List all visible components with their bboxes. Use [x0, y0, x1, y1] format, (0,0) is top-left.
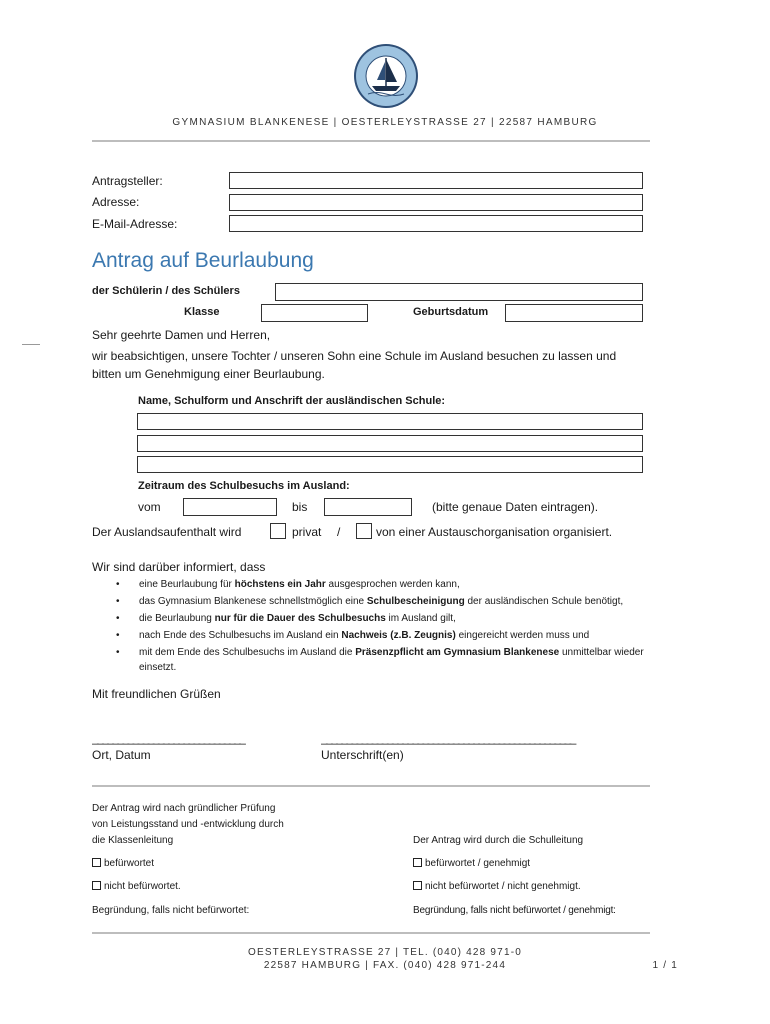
- private-checkbox[interactable]: [270, 523, 286, 539]
- header-rule: [92, 140, 650, 142]
- head-approved-label: befürwortet / genehmigt: [425, 858, 531, 869]
- head-approved-option[interactable]: [413, 858, 530, 869]
- footer-rule: [92, 932, 650, 934]
- class-recommended-label: befürwortet: [104, 858, 155, 869]
- birthdate-field[interactable]: [505, 304, 643, 322]
- head-not-approved-checkbox[interactable]: [413, 881, 422, 890]
- class-reason-label: Begründung, falls nicht befürwortet:: [92, 905, 250, 916]
- class-decision-intro-2: von Leistungsstand und -entwicklung durch: [92, 819, 284, 830]
- condition-item: • eine Beurlaubung für höchstens ein Jahr ausgesprochen werden kann,: [112, 577, 672, 592]
- footer-line-2: 22587 HAMBURG | FAX. (040) 428 971-244: [263, 960, 507, 971]
- conditions-list: [112, 577, 672, 675]
- form-title: Antrag auf Beurlaubung: [92, 249, 314, 272]
- private-label: privat: [292, 525, 322, 539]
- head-approved-checkbox[interactable]: [413, 858, 422, 867]
- head-not-approved-option[interactable]: [413, 881, 581, 892]
- page-number: 1 / 1: [652, 960, 678, 971]
- margin-mark: [22, 344, 40, 345]
- class-decision-intro-3: die Klassenleitung: [92, 835, 174, 846]
- condition-item: • die Beurlaubung nur für die Dauer des Schulbesuchs im Ausland gilt,: [112, 611, 672, 626]
- class-field[interactable]: [261, 304, 368, 322]
- exact-dates-hint: (bitte genaue Daten eintragen).: [432, 500, 599, 514]
- email-field[interactable]: [229, 215, 643, 232]
- from-date-field[interactable]: [183, 498, 277, 516]
- address-field[interactable]: [229, 194, 643, 211]
- applicant-label: Antragsteller:: [92, 174, 163, 188]
- head-not-approved-label: nicht befürwortet / nicht genehmigt.: [425, 881, 581, 892]
- class-recommended-checkbox[interactable]: [92, 858, 101, 867]
- stay-prefix: Der Auslandsaufenthalt wird: [92, 525, 242, 539]
- head-decision-intro: Der Antrag wird durch die Schulleitung: [413, 835, 584, 846]
- class-decision-intro-1: Der Antrag wird nach gründlicher Prüfung: [92, 803, 276, 814]
- foreign-school-line-3[interactable]: [137, 456, 643, 473]
- decision-rule: [92, 785, 650, 787]
- school-header-line: GYMNASIUM BLANKENESE | OESTERLEYSTRASSE 27 | 22587 HAMBURG: [172, 117, 598, 128]
- signature-line[interactable]: __________________________________________________: [321, 731, 575, 745]
- class-not-recommended-label: nicht befürwortet.: [104, 881, 181, 892]
- period-heading: Zeitraum des Schulbesuchs im Ausland:: [138, 480, 350, 492]
- foreign-school-heading: Name, Schulform und Anschrift der ausländischen Schule:: [138, 395, 446, 407]
- place-date-line[interactable]: ______________________________: [92, 731, 245, 745]
- class-label: Klasse: [184, 306, 220, 318]
- address-label: Adresse:: [92, 195, 140, 209]
- class-not-recommended-checkbox[interactable]: [92, 881, 101, 890]
- email-label: E-Mail-Adresse:: [92, 217, 178, 231]
- organisation-label: von einer Austauschorganisation organisiert.: [376, 525, 613, 539]
- condition-item: • mit dem Ende des Schulbesuchs im Ausland die Präsenzpflicht am Gymnasium Blankenese unmittelbar wieder einsetzt.: [112, 645, 672, 675]
- intro-line-1: wir beabsichtigen, unsere Tochter / unseren Sohn eine Schule im Ausland besuchen zu lassen und: [92, 349, 617, 363]
- student-field[interactable]: [275, 283, 643, 301]
- to-label: bis: [292, 500, 308, 514]
- class-not-recommended-option[interactable]: [92, 881, 181, 892]
- head-reason-label: Begründung, falls nicht befürwortet / genehmigt:: [413, 905, 616, 916]
- applicant-field[interactable]: [229, 172, 643, 189]
- school-logo: [352, 42, 420, 110]
- condition-item: • das Gymnasium Blankenese schnellstmöglich eine Schulbescheinigung der ausländischen Schule benötigt,: [112, 594, 672, 609]
- informed-intro: Wir sind darüber informiert, dass: [92, 560, 266, 574]
- foreign-school-line-1[interactable]: [137, 413, 643, 430]
- student-label: der Schülerin / des Schülers: [92, 285, 240, 297]
- class-recommended-option[interactable]: [92, 858, 154, 869]
- slash-separator: /: [337, 525, 341, 539]
- from-label: vom: [138, 500, 161, 514]
- salutation: Sehr geehrte Damen und Herren,: [92, 328, 271, 342]
- organisation-checkbox[interactable]: [356, 523, 372, 539]
- signature-label: Unterschrift(en): [321, 748, 404, 762]
- greeting: Mit freundlichen Grüßen: [92, 687, 221, 701]
- intro-line-2: bitten um Genehmigung einer Beurlaubung.: [92, 367, 325, 381]
- footer-line-1: OESTERLEYSTRASSE 27 | TEL. (040) 428 971-0: [247, 947, 523, 958]
- foreign-school-line-2[interactable]: [137, 435, 643, 452]
- condition-item: • nach Ende des Schulbesuchs im Ausland ein Nachweis (z.B. Zeugnis) eingereicht werden muss und: [112, 628, 672, 643]
- place-date-label: Ort, Datum: [92, 748, 151, 762]
- birthdate-label: Geburtsdatum: [413, 306, 489, 318]
- to-date-field[interactable]: [324, 498, 412, 516]
